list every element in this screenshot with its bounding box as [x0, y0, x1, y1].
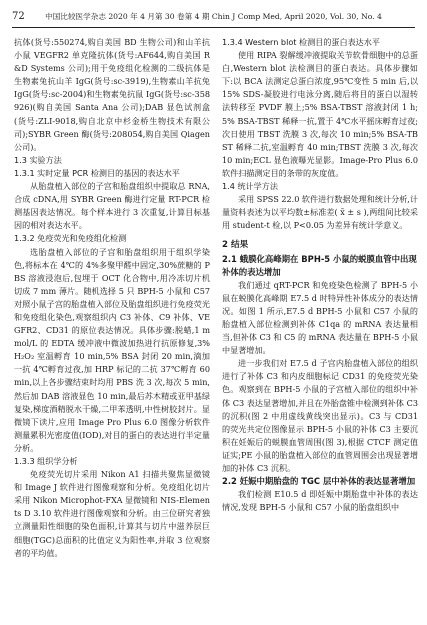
reagents-paragraph: 抗体(货号:550274,购自美国 BD 生物公司)和山羊抗小鼠 VEGFR2 单克隆抗体(货号:AF644,购自美国 R&D Systems 公司);用于免疫组化检测的二级抗体是生物素兔抗山羊 IgG(货号:sc-3919),生物素山羊抗兔 IgG(货号:sc-2004)和生物素兔抗鼠 IgG(货号:sc-358926)(购自美国 Santa Ana 公司);DAB 显色试剂盒(货号:ZLI-9018,购自北京中杉金桥生物技术有限公司);SYBR Green 酶(货号:208054,购自美国 Qiagen 公司)。 [14, 37, 210, 152]
running-header [12, 9, 415, 28]
subsection-heading-2-1: 2.1 蛾膜化高峰期在 BPH-5 小鼠的蜕膜血管中出现补体的表达增加 [222, 253, 417, 277]
western-blot-paragraph: 使用 RIPA 裂解缓冲液提取关节软骨细胞中的总蛋白,Western blot 法检测目的蛋白表达。具体步骤如下:以 BCA 法测定总蛋白浓度,95℃变性 5 min 后,以 15% SDS-凝胶进行电泳分离,随后将目的蛋白以湿转法转移至 PVDF 膜上;5% BSA-TBST 溶液封闭 1 h;5% BSA-TBST 稀释一抗,置于 4℃水平摇床孵育过夜;次日使用 TBST 洗膜 3 次,每次 10 min;5% BSA-TBST 稀释二抗,室温孵育 40 min;TBST 洗膜 3 次,每次 10 min;ECL 显色液曝光显影。Image-Pro Plus 6.0 软件扫描测定目的条带的灰度值。 [222, 50, 418, 178]
subsection-heading-1-3-1: 1.3.1 实时定量 PCR 检测目的基因的表达水平 [14, 167, 180, 178]
statistics-paragraph: 采用 SPSS 22.0 软件进行数据处理和统计分析,计量资料表述为以平均数±标准差( x̄ ± s ),两组间比较采用 student-t 检,以 P<0.05 为差异有统计学意义。 [222, 194, 418, 231]
subsection-heading-1-3-3: 1.3.3 组织学分析 [14, 456, 78, 466]
results-paragraph-3: 我们检测 E10.5 d 即妊娠中期胎盘中补体的表达情况,发现 BPH-5 小鼠和 C57 小鼠的胎盘组织中 [222, 489, 418, 513]
journal-title-line: 中国比较医学杂志 2020 年 4 月第 30 卷第 4 期 Chin J Comp Med, April 2020, Vol. 30, No. 4 [45, 12, 382, 21]
right-column [222, 36, 418, 619]
left-column [14, 36, 210, 619]
subsection-heading-2-2: 2.2 妊娠中期胎盘的 TGC 层中补体的表达显著增加 [222, 476, 416, 487]
spacer [222, 232, 418, 237]
subsection-heading-1-3-2: 1.3.2 免疫荧光和免疫组化检测 [14, 233, 127, 244]
page-number: 72 [12, 11, 25, 22]
immunostaining-paragraph: 选胎盘植入部位的子宫和胎盘组织用于组织学染色,将标本在 4℃的 4%多聚甲醛中固定,30%蔗糖的 PBS 溶液浸泡后,包埋于 OCT 化合物中,用冷冻切片机切成 7 mm 薄片。随机选择 5 只 BPH-5 小鼠和 C57 对照小鼠子宫的胎盘植入部位及胎盘组织进行免疫荧光和免疫组化染色,观察组织内 C3 补体、C9 补体、VEGFR2、CD31 的原位表达情况。具体步骤:脱蜡,1 mmol/L 的 EDTA 缓冲液中微波加热进行抗原修复,3% H₂O₂ 室温孵育 10 min,5% BSA 封闭 20 min,滴加一抗 4℃孵育过夜,加 HRP 标记的二抗 37℃孵育 60 min,以上各步骤结束时均用 PBS 洗 3 次,每次 5 min,然后加 DAB 溶液显色 10 min,最后苏木精或亚甲基绿复染,梯度酒精脱水干燥,二甲苯透明,中性树胶封片。显微镜下读片,应用 Image Pro Plus 6.0 图像分析软件测量累积光密度值(IOD),对目的蛋白的表达进行半定量分析。 [14, 246, 210, 453]
subsection-heading-1-3-4: 1.3.4 Western blot 检测目的蛋白表达水平 [222, 37, 380, 47]
histology-paragraph: 免疫荧光切片采用 Nikon A1 扫描共聚焦显微镜和 Image J 软件进行图像观察和分析。免疫组化切片采用 Nikon Microphot-FXA 显微镜和 NIS-Elements D 3.10 软件进行图像观察和分析。由三位研究者独立测量阳性细胞的染色面积,计算其与切片中滋养层巨细胞(TGC)总面积的比值定义为阳性率,并取 3 位观察者的平均值。 [14, 469, 210, 558]
section-heading-1-3: 1.3 实验方法 [14, 154, 62, 165]
results-paragraph-2: 进一步我们对 E7.5 d 子宫内胎盘植入部位的组织进行了补体 C3 和内皮细胞标记 CD31 的免疫荧光染色。观察到在 BPH-5 小鼠的子宫植入部位的组织中补体 C3 表达显著增加,并且在外胎盘锥中检测到补体 C3 的沉积(图 2 中用虚线黄线突出显示)。C3 与 CD31 的荧光共定位图像显示 BPH-5 小鼠的补体 C3 主要沉积在妊娠后的蜕膜血管周围(图 3),根据 CTCF 测定值证实;PE 小鼠的胎盘植入部位的血管周围会出现显著增加的补体 C3 沉积。 [222, 358, 418, 473]
section-heading-results: 2 结果 [222, 240, 249, 251]
results-paragraph-1: 我们通过 qRT-PCR 和免疫染色检测了 BPH-5 小鼠在蜕膜化高峰期 E7.5 d 时特异性补体成分的表达情况。如图 1 所示,E7.5 d BPH-5 小鼠和 C57 小鼠的胎盘植入部位检测到补体 C1qa 的 mRNA 表达量相当,但补体 C3 和 C5 的 mRNA 表达量在 BPH-5 小鼠中显著增加。 [222, 279, 418, 356]
qpcr-paragraph: 从胎盘植入部位的子宫和胎盘组织中提取总 RNA,合成 cDNA,用 SYBR Green 酶进行定量 RT-PCR 检测基因表达情况。每个样本进行 3 次重复,计算目标基因的相对表达水平。 [14, 181, 210, 231]
section-heading-1-4: 1.4 统计学方法 [222, 181, 278, 192]
